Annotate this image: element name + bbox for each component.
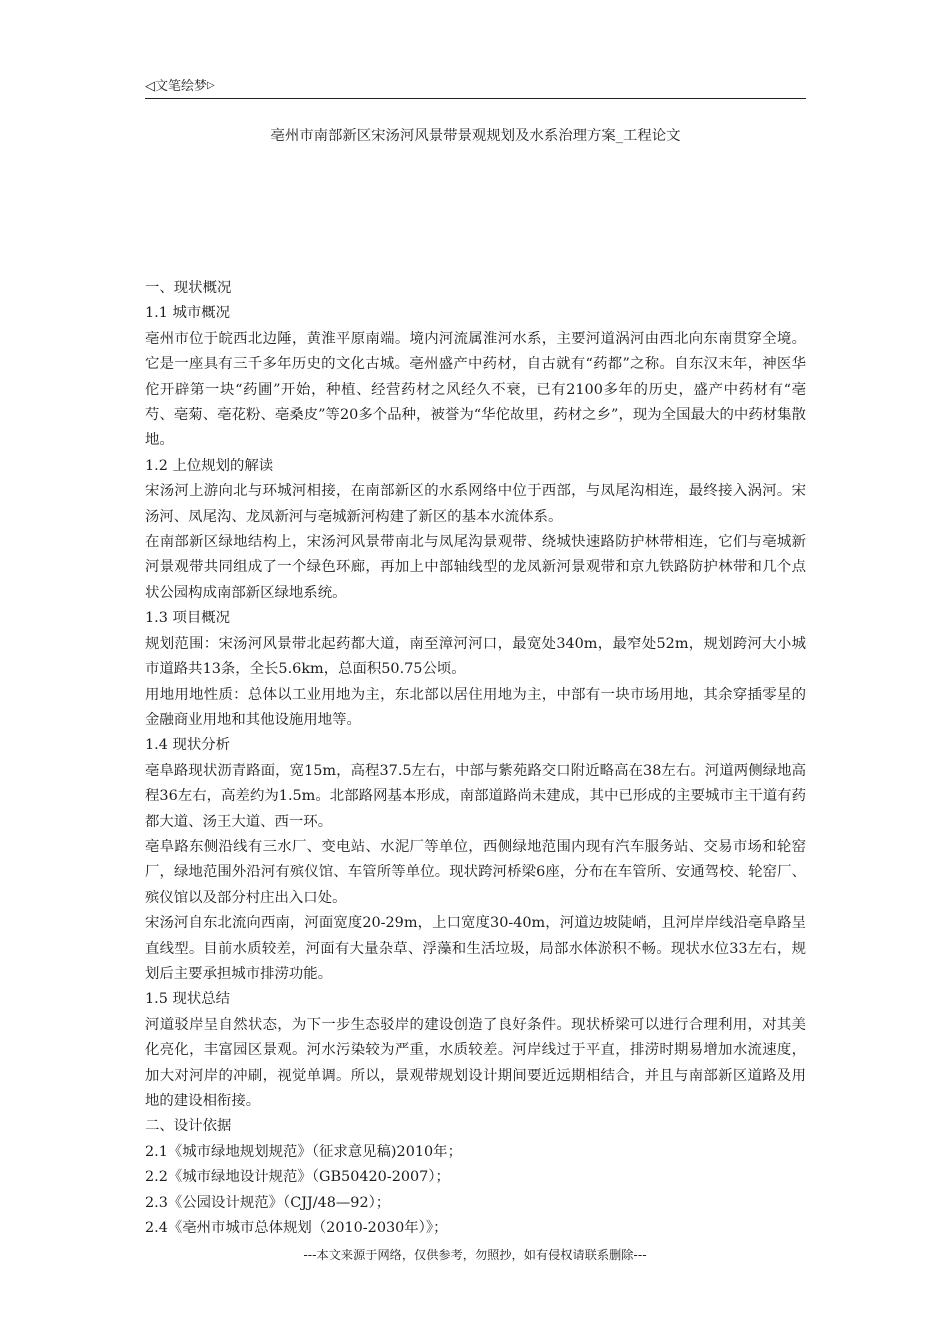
body-paragraph: 亳阜路东侧沿线有三水厂、变电站、水泥厂等单位，西侧绿地范围内现有汽车服务站、交易市场和轮窑厂，绿地范围外沿河有殡仪馆、车管所等单位。现状跨河桥梁6座，分布在车管所、安通驾校、轮窑厂、殡仪馆以及部分村庄出入口处。 (145, 838, 806, 906)
page-footer-disclaimer: ---本文来源于网络，仅供参考，勿照抄，如有侵权请联系删除--- (303, 1248, 647, 1262)
right-triangle-icon: ▷ (207, 80, 215, 91)
brand-logo (145, 75, 215, 94)
document-body (145, 276, 806, 1241)
subsection-heading: 1.5 现状总结 (145, 991, 231, 1008)
body-paragraph: 河道驳岸呈自然状态，为下一步生态驳岸的建设创造了良好条件。现状桥梁可以进行合理利用，对其美化亮化，丰富园区景观。河水污染较为严重，水质较差。河岸线过于平直，排涝时期易增加水流速度，加大对河岸的冲刷，视觉单调。所以，景观带规划设计期间要近远期相结合，并且与南部新区道路及用地的建设相衔接。 (145, 1016, 806, 1109)
body-paragraph: 用地用地性质：总体以工业用地为主，东北部以居住用地为主，中部有一块市场用地，其余穿插零星的金融商业用地和其他设施用地等。 (145, 686, 806, 728)
reference-item: 2.4《亳州市城市总体规划（2010-2030年）》； (145, 1220, 448, 1237)
section-heading: 二、设计依据 (145, 1118, 232, 1135)
section-heading: 一、现状概况 (145, 280, 232, 296)
subsection-heading: 1.1 城市概况 (145, 305, 231, 322)
reference-item: 2.1《城市绿地规划规范》（征求意见稿)2010年； (145, 1143, 462, 1160)
body-paragraph: 在南部新区绿地结构上，宋汤河风景带南北与凤尾沟景观带、绕城快速路防护林带相连，它们与亳城新河景观带共同组成了一个绿色环廊，再加上中部轴线型的龙凤新河景观带和京九铁路防护林带和几个点状公园构成南部新区绿地系统。 (145, 534, 806, 601)
subsection-heading: 1.4 现状分析 (145, 737, 231, 754)
reference-item: 2.2《城市绿地设计规范》（GB50420-2007）； (145, 1169, 450, 1186)
reference-item: 2.3《公园设计规范》（CJJ/48—92）； (145, 1194, 391, 1211)
left-triangle-icon: ◁ (145, 79, 155, 94)
brand-name: 文笔绘梦 (155, 79, 208, 94)
body-paragraph: 亳阜路现状沥青路面，宽15m，高程37.5左右，中部与紫苑路交口附近略高在38左右。河道两侧绿地高程36左右，高差约为1.5m。北部路网基本形成，南部道路尚未建成，其中已形成的主要城市主干道有药都大道、汤王大道、西一环。 (145, 762, 806, 830)
body-paragraph: 规划范围：宋汤河风景带北起药都大道，南至漳河河口，最宽处340m，最窄处52m，规划跨河大小城市道路共13条，全长5.6km，总面积50.75公顷。 (145, 635, 806, 678)
subsection-heading: 1.3 项目概况 (145, 610, 231, 627)
page-header (145, 72, 806, 99)
subsection-heading: 1.2 上位规划的解读 (145, 457, 274, 474)
body-paragraph: 亳州市位于皖西北边陲，黄淮平原南端。境内河流属淮河水系，主要河道涡河由西北向东南贯穿全境。它是一座具有三千多年历史的文化古城。亳州盛产中药材，自古就有“药都”之称。自东汉末年，神医华佗开辟第一块“药圃”开始，种植、经营药材之风经久不衰，已有2100多年的历史，盛产中药材有“亳芍、亳菊、亳花粉、亳桑皮”等20多个品种，被誉为“华佗故里，药材之乡”，现为全国最大的中药材集散地。 (145, 330, 806, 449)
body-paragraph: 宋汤河上游向北与环城河相接，在南部新区的水系网络中位于西部，与凤尾沟相连，最终接入涡河。宋汤河、凤尾沟、龙凤新河与亳城新河构建了新区的基本水流体系。 (145, 483, 806, 525)
body-paragraph: 宋汤河自东北流向西南，河面宽度20-29m，上口宽度30-40m，河道边坡陡峭，且河岸岸线沿亳阜路呈直线型。目前水质较差，河面有大量杂草、浮藻和生活垃圾，局部水体淤积不畅。现状水位33左右，规划后主要承担城市排涝功能。 (145, 915, 806, 982)
document-title: 亳州市南部新区宋汤河风景带景观规划及水系治理方案_工程论文 (270, 128, 681, 144)
